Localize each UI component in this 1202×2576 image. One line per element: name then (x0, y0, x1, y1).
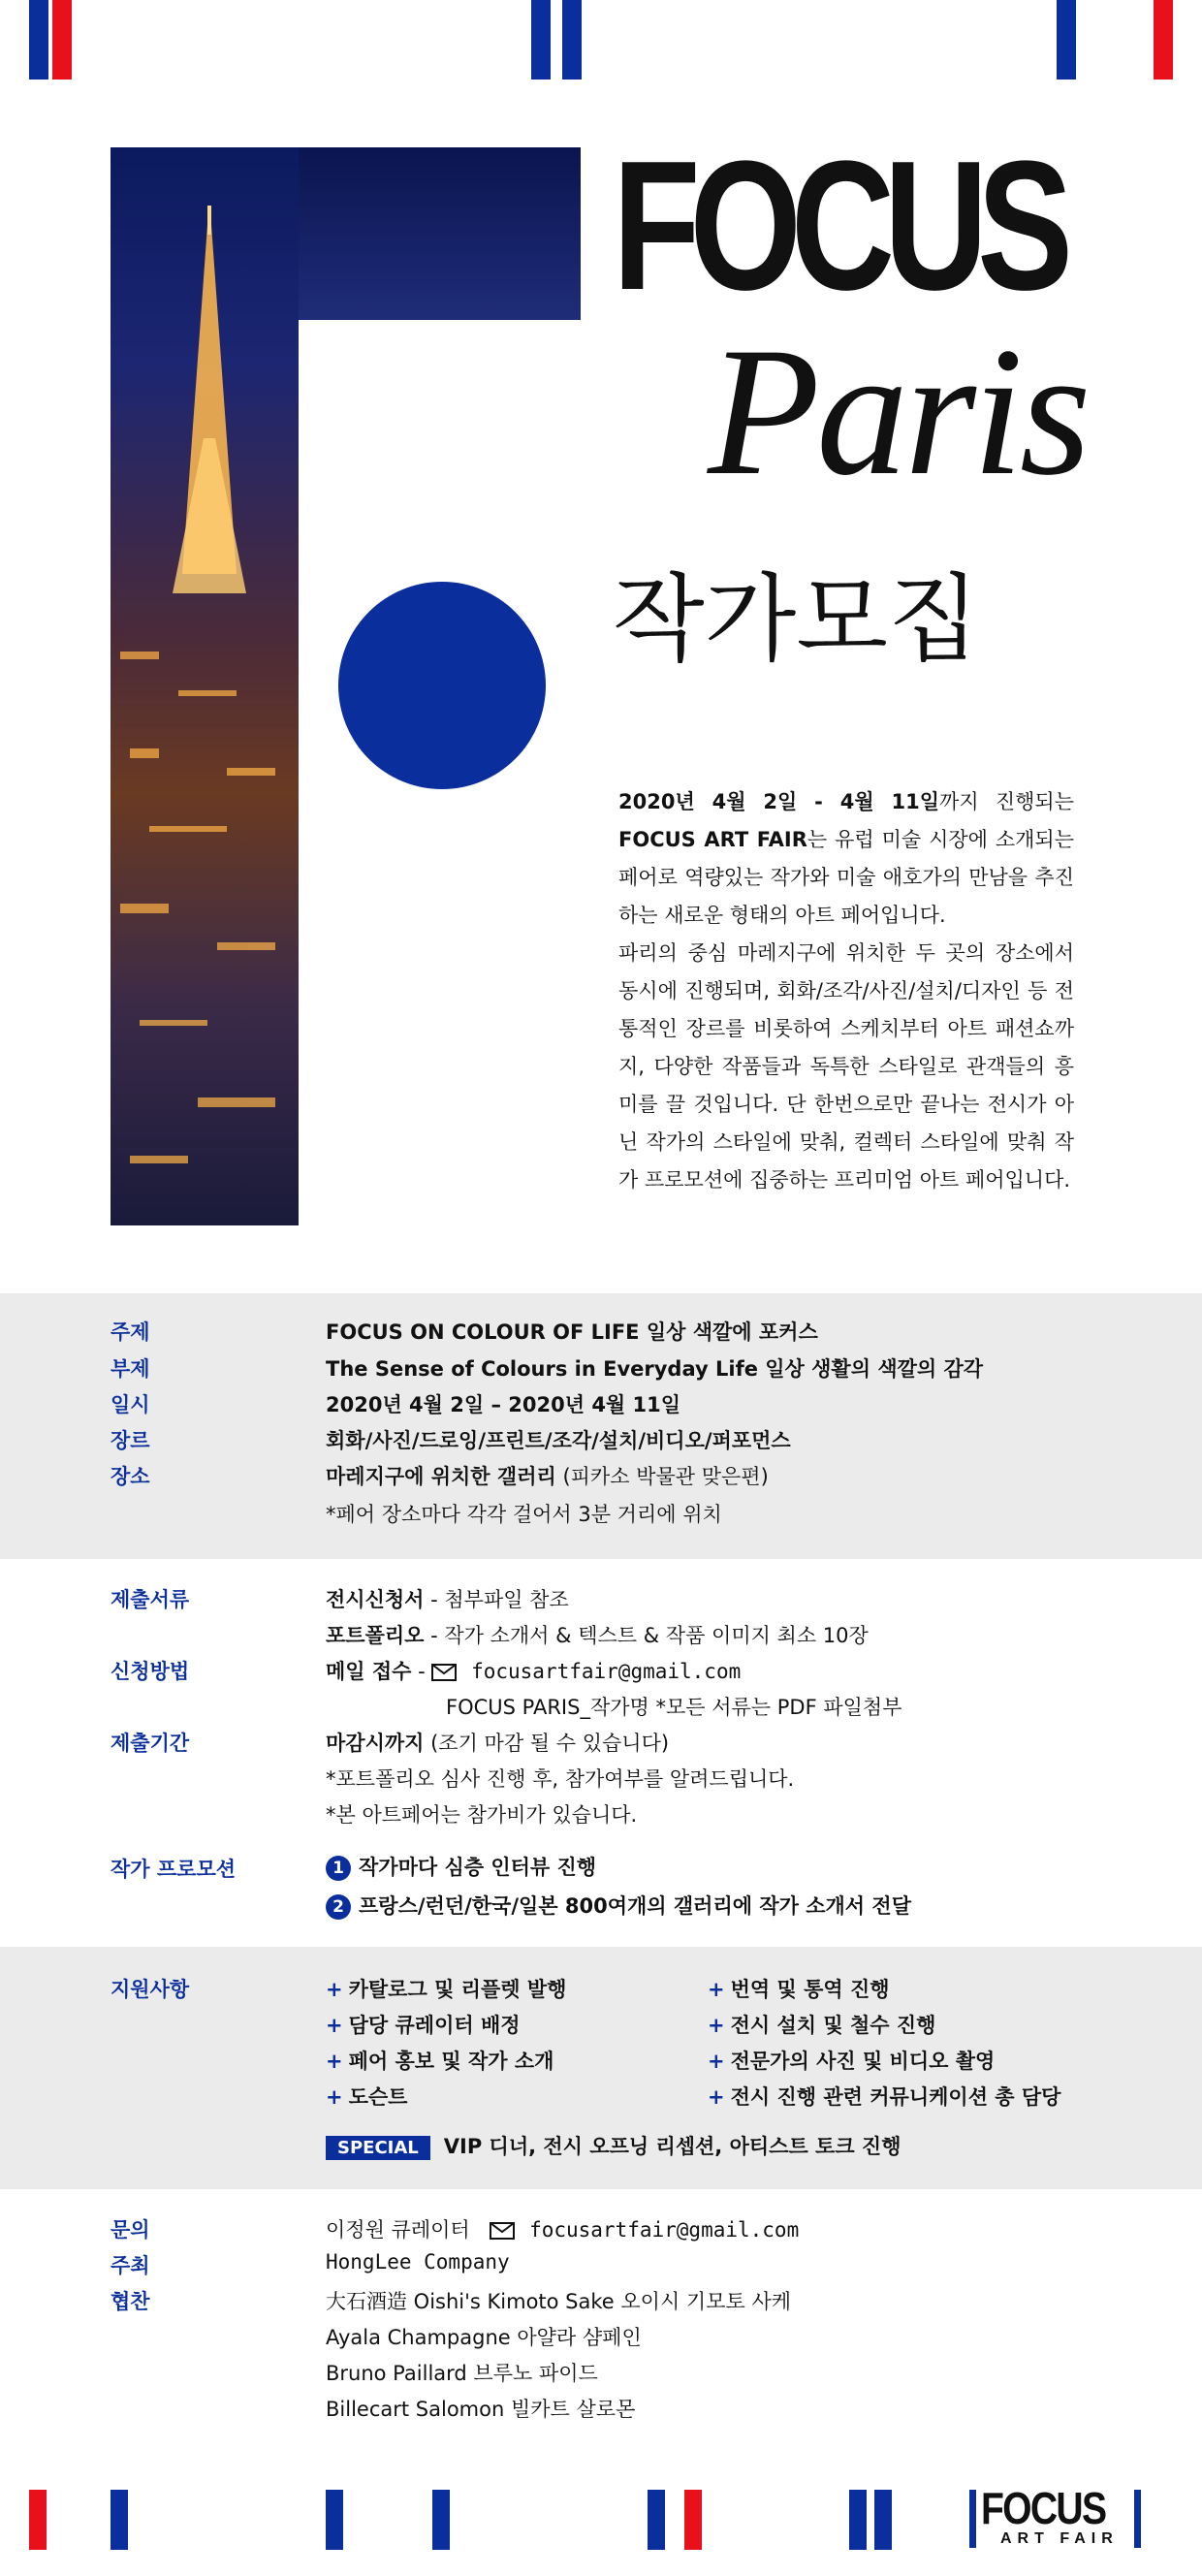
method-bold: 메일 접수 (326, 1660, 412, 1683)
support-right-2-text: 전시 설치 및 철수 진행 (730, 2014, 936, 2037)
support-right-1-text: 번역 및 통역 진행 (730, 1978, 890, 2001)
sponsor-3: Bruno Paillard 브루노 파이드 (326, 2362, 598, 2385)
docs-line-2-rest: - 작가 소개서 & 텍스트 & 작품 이미지 최소 10장 (424, 1624, 869, 1647)
logo-bar-left (969, 2490, 976, 2548)
paris-photo (111, 147, 299, 1225)
venue-label: 장소 (111, 1465, 150, 1488)
support-left-2-text: 담당 큐레이터 배정 (348, 2014, 521, 2037)
sponsor-2: Ayala Champagne 아얄라 샴페인 (326, 2326, 642, 2349)
inquiry-email[interactable]: focusartfair@gmail.com (529, 2218, 800, 2242)
bottom-stripe-red-2 (684, 2490, 702, 2550)
intro-mid: 까지 진행되는 (939, 790, 1074, 813)
intro-dates: 2020년 4월 2일 - 4월 11일 (618, 790, 940, 813)
docs-line-1 (326, 1584, 569, 1613)
support-left-1 (326, 1974, 566, 2003)
docs-line-2-bold: 포트폴리오 (326, 1624, 425, 1647)
plus-icon: + (708, 2014, 725, 2037)
period-note-2: *본 아트페어는 참가비가 있습니다. (326, 1803, 638, 1827)
period-rest: (조기 마감 될 수 있습니다) (424, 1732, 670, 1755)
plus-icon: + (708, 2085, 725, 2109)
mail-icon (490, 2222, 515, 2240)
promo-text-2: 프랑스/런던/한국/일본 800여개의 갤러리에 작가 소개서 전달 (359, 1894, 911, 1918)
intro-brand: FOCUS ART FAIR (618, 828, 807, 851)
promo-label: 작가 프로모션 (111, 1858, 237, 1881)
theme-value: FOCUS ON COLOUR OF LIFE 일상 색깔에 포커스 (326, 1320, 818, 1344)
promo-num-2: 2 (326, 1894, 351, 1920)
logo-sub: ART FAIR (1000, 2530, 1119, 2547)
bottom-stripe-blue-1 (111, 2490, 128, 2550)
docs-line-2 (326, 1620, 869, 1649)
special-badge: SPECIAL (326, 2136, 430, 2160)
period-note-1: *포트폴리오 심사 진행 후, 참가여부를 알려드립니다. (326, 1767, 795, 1791)
logo-main: FOCUS (981, 2483, 1106, 2533)
support-right-1 (708, 1974, 890, 2003)
support-right-4-text: 전시 진행 관련 커뮤니케이션 총 담당 (730, 2085, 1061, 2109)
top-stripe-blue-2 (531, 0, 551, 80)
bottom-stripe-blue-4 (648, 2490, 665, 2550)
period-bold: 마감시까지 (326, 1732, 425, 1755)
intro-paragraph-1 (618, 783, 1074, 935)
support-left-3-text: 페어 홍보 및 작가 소개 (348, 2050, 554, 2073)
title-paris: Paris (708, 310, 1088, 514)
genre-label: 장르 (111, 1429, 150, 1452)
bottom-stripe-blue-5 (849, 2490, 867, 2550)
theme-label: 주제 (111, 1320, 150, 1344)
docs-line-1-rest: - 첨부파일 참조 (424, 1588, 569, 1611)
date-value: 2020년 4월 2일 – 2020년 4월 11일 (326, 1393, 681, 1416)
promo-item-2 (326, 1891, 911, 1920)
top-stripe-red-1 (52, 0, 72, 80)
sponsor-label: 협찬 (111, 2290, 150, 2313)
support-left-3 (326, 2046, 554, 2075)
venue-note: *페어 장소마다 각각 걸어서 3분 거리에 위치 (326, 1503, 722, 1526)
plus-icon: + (326, 1978, 343, 2001)
inquiry-name: 이정원 큐레이터 (326, 2218, 470, 2242)
support-left-2 (326, 2010, 521, 2039)
support-right-2 (708, 2010, 935, 2039)
bottom-stripe-blue-2 (326, 2490, 343, 2550)
subtitle-label: 부제 (111, 1357, 150, 1381)
focus-art-fair-logo (969, 2484, 1154, 2552)
top-stripe-blue-3 (562, 0, 582, 80)
plus-icon: + (326, 2050, 343, 2073)
blue-circle (338, 582, 546, 789)
plus-icon: + (708, 1978, 725, 2001)
bottom-stripe-blue-3 (432, 2490, 450, 2550)
support-right-3-text: 전문가의 사진 및 비디오 촬영 (730, 2050, 996, 2073)
docs-line-1-bold: 전시신청서 (326, 1588, 425, 1611)
sponsor-1: 大石酒造 Oishi's Kimoto Sake 오이시 기모토 사케 (326, 2290, 792, 2313)
support-right-3 (708, 2046, 995, 2075)
mail-icon (431, 1664, 457, 1681)
venue-value (326, 1461, 769, 1490)
sponsor-4: Billecart Salomon 빌카트 살로몬 (326, 2398, 636, 2421)
method-note: FOCUS PARIS_작가명 *모든 서류는 PDF 파일첨부 (446, 1696, 902, 1719)
title-focus: FOCUS (613, 123, 1063, 329)
plus-icon: + (708, 2050, 725, 2073)
special-row (326, 2131, 902, 2160)
genre-value: 회화/사진/드로잉/프린트/조각/설치/비디오/퍼포먼스 (326, 1429, 791, 1452)
support-label: 지원사항 (111, 1978, 190, 2001)
plus-icon: + (326, 2085, 343, 2109)
intro-text (618, 783, 1074, 1199)
promo-item-1 (326, 1852, 596, 1881)
period-label: 제출기간 (111, 1732, 190, 1755)
period-value (326, 1728, 669, 1757)
date-label: 일시 (111, 1393, 150, 1416)
special-text: VIP 디너, 전시 오프닝 리셉션, 아티스트 토크 진행 (443, 2135, 902, 2158)
host-value: HongLee Company (326, 2250, 510, 2274)
bottom-stripe-blue-6 (874, 2490, 892, 2550)
venue-value-rest: (피카소 박물관 맞은편) (555, 1465, 769, 1488)
bottom-stripe-red-1 (29, 2490, 47, 2550)
support-left-4 (326, 2082, 407, 2111)
top-stripe-blue-4 (1057, 0, 1076, 80)
top-stripe-red-2 (1154, 0, 1173, 80)
logo-bar-right (1134, 2490, 1141, 2548)
support-left-4-text: 도슨트 (348, 2085, 408, 2109)
plus-icon: + (326, 2014, 343, 2037)
method-label: 신청방법 (111, 1660, 190, 1683)
promo-text-1: 작가마다 심층 인터뷰 진행 (359, 1856, 597, 1879)
top-stripe-blue-1 (29, 0, 48, 80)
support-left-1-text: 카탈로그 및 리플렛 발행 (348, 1978, 567, 2001)
inquiry-value (326, 2214, 799, 2243)
inquiry-label: 문의 (111, 2218, 150, 2242)
intro-rest: 는 유럽 미술 시장에 소개되는 페어로 역량있는 작가와 미술 애호가의 만남을 추진하는 새로운 형태의 아트 페어입니다. (618, 828, 1074, 927)
method-dash: - (411, 1660, 432, 1683)
title-recruit: 작가모집 (613, 564, 980, 675)
intro-paragraph-2: 파리의 중심 마레지구에 위치한 두 곳의 장소에서 동시에 진행되며, 회화/조각/사진/설치/디자인 등 전통적인 장르를 비롯하여 스케치부터 아트 패션쇼까지, 다양한 작품들과 독특한 스타일로 관객들의 흥미를 끌 것입니다. 단 한번으로만 끝나는 전시가 아닌 작가의 스타일에 맞춰, 컬렉터 스타일에 맞춰 작가 프로모션에 집중하는 프리미엄 아트 페어입니다. (618, 941, 1074, 1192)
docs-label: 제출서류 (111, 1588, 190, 1611)
method-email[interactable]: focusartfair@gmail.com (471, 1660, 742, 1683)
promo-num-1: 1 (326, 1856, 351, 1881)
method-value (326, 1656, 741, 1685)
subtitle-value: The Sense of Colours in Everyday Life 일상 생활의 색깔의 감각 (326, 1357, 984, 1381)
host-label: 주최 (111, 2254, 150, 2277)
venue-value-bold: 마레지구에 위치한 갤러리 (326, 1465, 556, 1488)
support-right-4 (708, 2082, 1060, 2111)
